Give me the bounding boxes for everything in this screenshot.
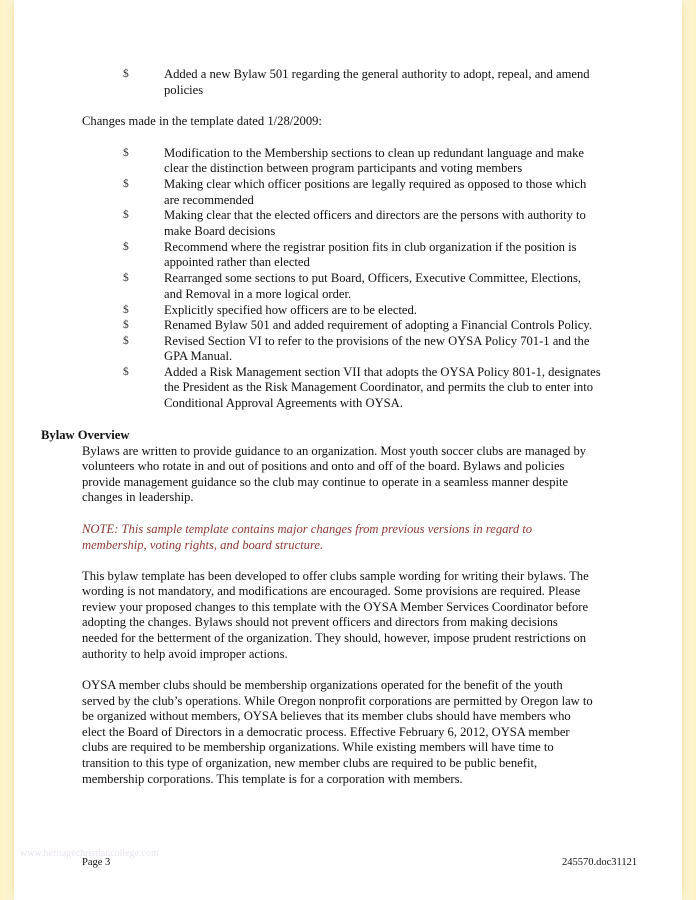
overview-line: volunteers who rotate in and out of positions and onto and off of the board. Bylaws and policies xyxy=(82,459,565,474)
template-line: adopting the changes. Bylaws should not prevent officers and directors from making decisions xyxy=(82,615,558,630)
change-item-line: appointed rather than elected xyxy=(164,255,310,270)
bullet-symbol: $ xyxy=(123,319,129,331)
membership-line: elect the Board of Directors in a democratic process. Effective February 6, 2012, OYSA member xyxy=(82,724,570,739)
overview-line: changes in leadership. xyxy=(82,490,194,505)
bullet-symbol: $ xyxy=(123,146,129,159)
overview-line: provide management guidance so the club may continue to operate in a seamless manner despite xyxy=(82,474,569,489)
bullet-symbol: $ xyxy=(123,365,129,378)
membership-line: be organized without members, OYSA believes that its member clubs should have members who xyxy=(82,709,571,724)
footer-page-number: Page 3 xyxy=(82,857,111,868)
change-item-line: Making clear that the elected officers and directors are the persons with authority to xyxy=(164,208,586,222)
change-item-line: the President as the Risk Management Coordinator, and permits the club to enter into xyxy=(164,380,593,395)
watermark-text: www.heritagechristiancollege.com xyxy=(20,848,159,859)
change-item-line: Rearranged some sections to put Board, Officers, Executive Committee, Elections, xyxy=(164,271,581,285)
change-item-line: Explicitly specified how officers are to be elected. xyxy=(164,302,417,317)
template-line: wording is not mandatory, and modifications are encouraged. Some provisions are required. Please xyxy=(82,584,581,599)
membership-line: membership corporations. This template is for a corporation with members. xyxy=(82,771,463,786)
membership-line: clubs are required to be membership organizations. While existing members will have time to xyxy=(82,740,554,755)
change-item-line: Added a Risk Management section VII that adopts the OYSA Policy 801-1, designates xyxy=(164,364,601,379)
change-item-line: are recommended xyxy=(164,192,254,207)
change-item-line: Renamed Bylaw 501 and added requirement of adopting a Financial Controls Policy. xyxy=(164,318,592,332)
change-item-line: and Removal in a more logical order. xyxy=(164,286,352,301)
footer-doc-id: 245570.doc31121 xyxy=(562,857,638,868)
bullet-symbol: $ xyxy=(123,272,129,284)
change-item-line: GPA Manual. xyxy=(164,349,233,364)
bullet-symbol: $ xyxy=(123,303,129,316)
membership-line: transition to this type of organization, new member clubs are required to be public benefit, xyxy=(82,756,538,770)
change-item-line: Recommend where the registrar position fits in club organization if the position is xyxy=(164,239,577,254)
document-page xyxy=(14,0,682,900)
change-item-line: Modification to the Membership sections to clean up redundant language and make xyxy=(164,145,585,160)
template-line: needed for the betterment of the organization. They should, however, impose prudent restrictions on xyxy=(82,630,587,645)
note-line: NOTE: This sample template contains major changes from previous versions in regard to xyxy=(82,522,533,536)
change-item-line: Conditional Approval Agreements with OYSA. xyxy=(164,395,403,410)
bullet-symbol: $ xyxy=(123,334,129,347)
intro-bullet-line: policies xyxy=(164,82,204,97)
bullet-symbol: $ xyxy=(123,240,129,253)
bullet-symbol: $ xyxy=(123,209,129,221)
membership-line: served by the club’s operations. While Oregon nonprofit corporations are permitted by Oregon law to xyxy=(82,693,593,708)
bullet-symbol: $ xyxy=(123,68,129,80)
change-item-line: make Board decisions xyxy=(164,223,276,238)
membership-line: OYSA member clubs should be membership organizations operated for the benefit of the youth xyxy=(82,678,563,692)
template-line: This bylaw template has been developed to offer clubs sample wording for writing their bylaws. The xyxy=(82,568,589,583)
change-item-line: Making clear which officer positions are legally required as opposed to those which xyxy=(164,177,587,191)
bullet-symbol: $ xyxy=(123,178,129,190)
intro-bullet-line: Added a new Bylaw 501 regarding the general authority to adopt, repeal, and amend xyxy=(164,67,590,81)
note-line: membership, voting rights, and board structure. xyxy=(82,537,324,552)
overview-line: Bylaws are written to provide guidance to an organization. Most youth soccer clubs are managed by xyxy=(82,443,587,458)
template-line: review your proposed changes to this template with the OYSA Member Services Coordinator before xyxy=(82,599,589,614)
change-item-line: clear the distinction between program participants and voting members xyxy=(164,161,523,176)
changes-heading: Changes made in the template dated 1/28/2009: xyxy=(82,114,322,128)
overview-heading: Bylaw Overview xyxy=(41,428,130,442)
change-item-line: Revised Section VI to refer to the provisions of the new OYSA Policy 701-1 and the xyxy=(164,333,590,348)
template-line: authority to help avoid improper actions. xyxy=(82,646,288,661)
